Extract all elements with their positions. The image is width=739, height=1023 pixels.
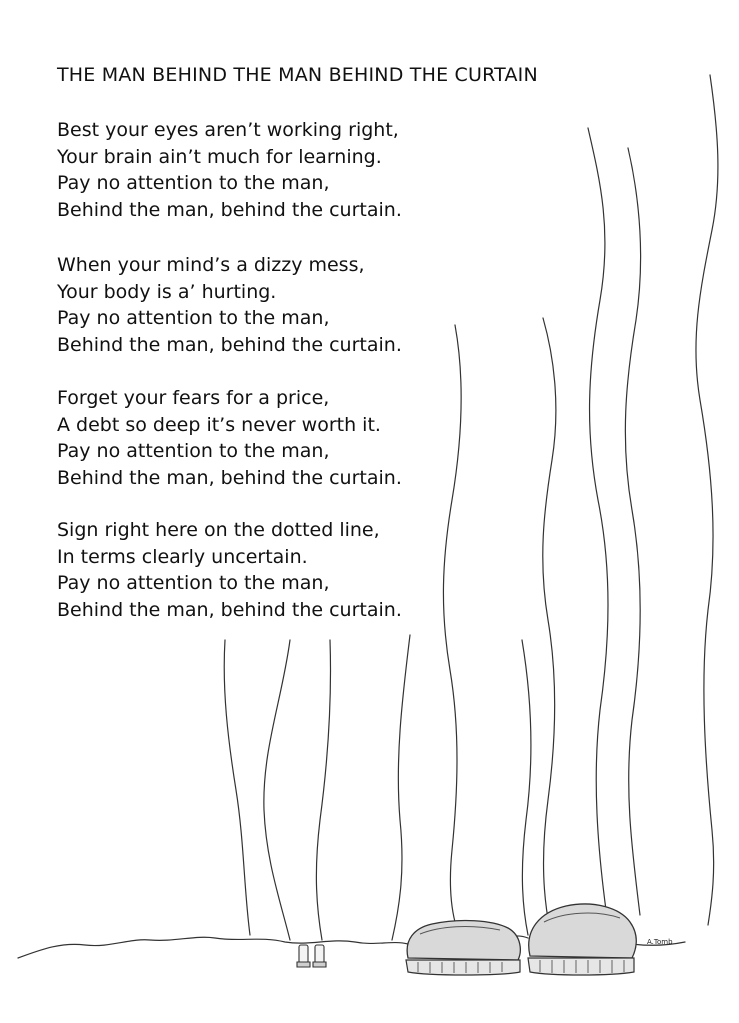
stanza-2 (57, 252, 402, 358)
curtain-hem (18, 937, 408, 958)
poem-line: Behind the man, behind the curtain. (57, 198, 402, 221)
curtain-fold (224, 640, 250, 935)
curtain-fold (522, 640, 531, 935)
poem-line: Pay no attention to the man, (57, 440, 330, 462)
poem-line: Behind the man, behind the curtain. (57, 598, 402, 621)
poem-line: Behind the man, behind the curtain. (57, 466, 402, 489)
poem-line: A debt so deep it’s never worth it. (57, 413, 381, 436)
poem-line: Behind the man, behind the curtain. (57, 333, 402, 356)
curtain-fold (696, 75, 718, 925)
poem-line: Sign right here on the dotted line, (57, 519, 380, 541)
poem-line: Best your eyes aren’t working right, (57, 119, 399, 141)
curtain-fold (392, 635, 410, 940)
curtain-fold (543, 318, 556, 930)
stanza-4 (57, 517, 402, 623)
left-shoe (406, 921, 520, 975)
poem-line: Pay no attention to the man, (57, 172, 330, 194)
poem-line: Your body is a’ hurting. (57, 280, 277, 303)
right-shoe (528, 904, 636, 975)
curtain-fold (443, 325, 461, 932)
poem-line: Forget your fears for a price, (57, 387, 330, 409)
poem-line: When your mind’s a dizzy mess, (57, 254, 365, 276)
curtain-fold (264, 640, 290, 940)
curtain-fold (625, 148, 640, 915)
poem-line: Pay no attention to the man, (57, 307, 330, 329)
curtain-fold (316, 640, 330, 940)
poem-line: Pay no attention to the man, (57, 572, 330, 594)
stanza-3 (57, 385, 402, 491)
artist-signature: A.Tomb (647, 938, 673, 946)
curtain-fold (588, 128, 608, 910)
poem-title: THE MAN BEHIND THE MAN BEHIND THE CURTAIN (57, 64, 538, 86)
poem-line: Your brain ain’t much for learning. (57, 145, 382, 168)
stanza-1 (57, 117, 402, 223)
poem-line: In terms clearly uncertain. (57, 545, 308, 568)
small-feet (297, 945, 326, 967)
